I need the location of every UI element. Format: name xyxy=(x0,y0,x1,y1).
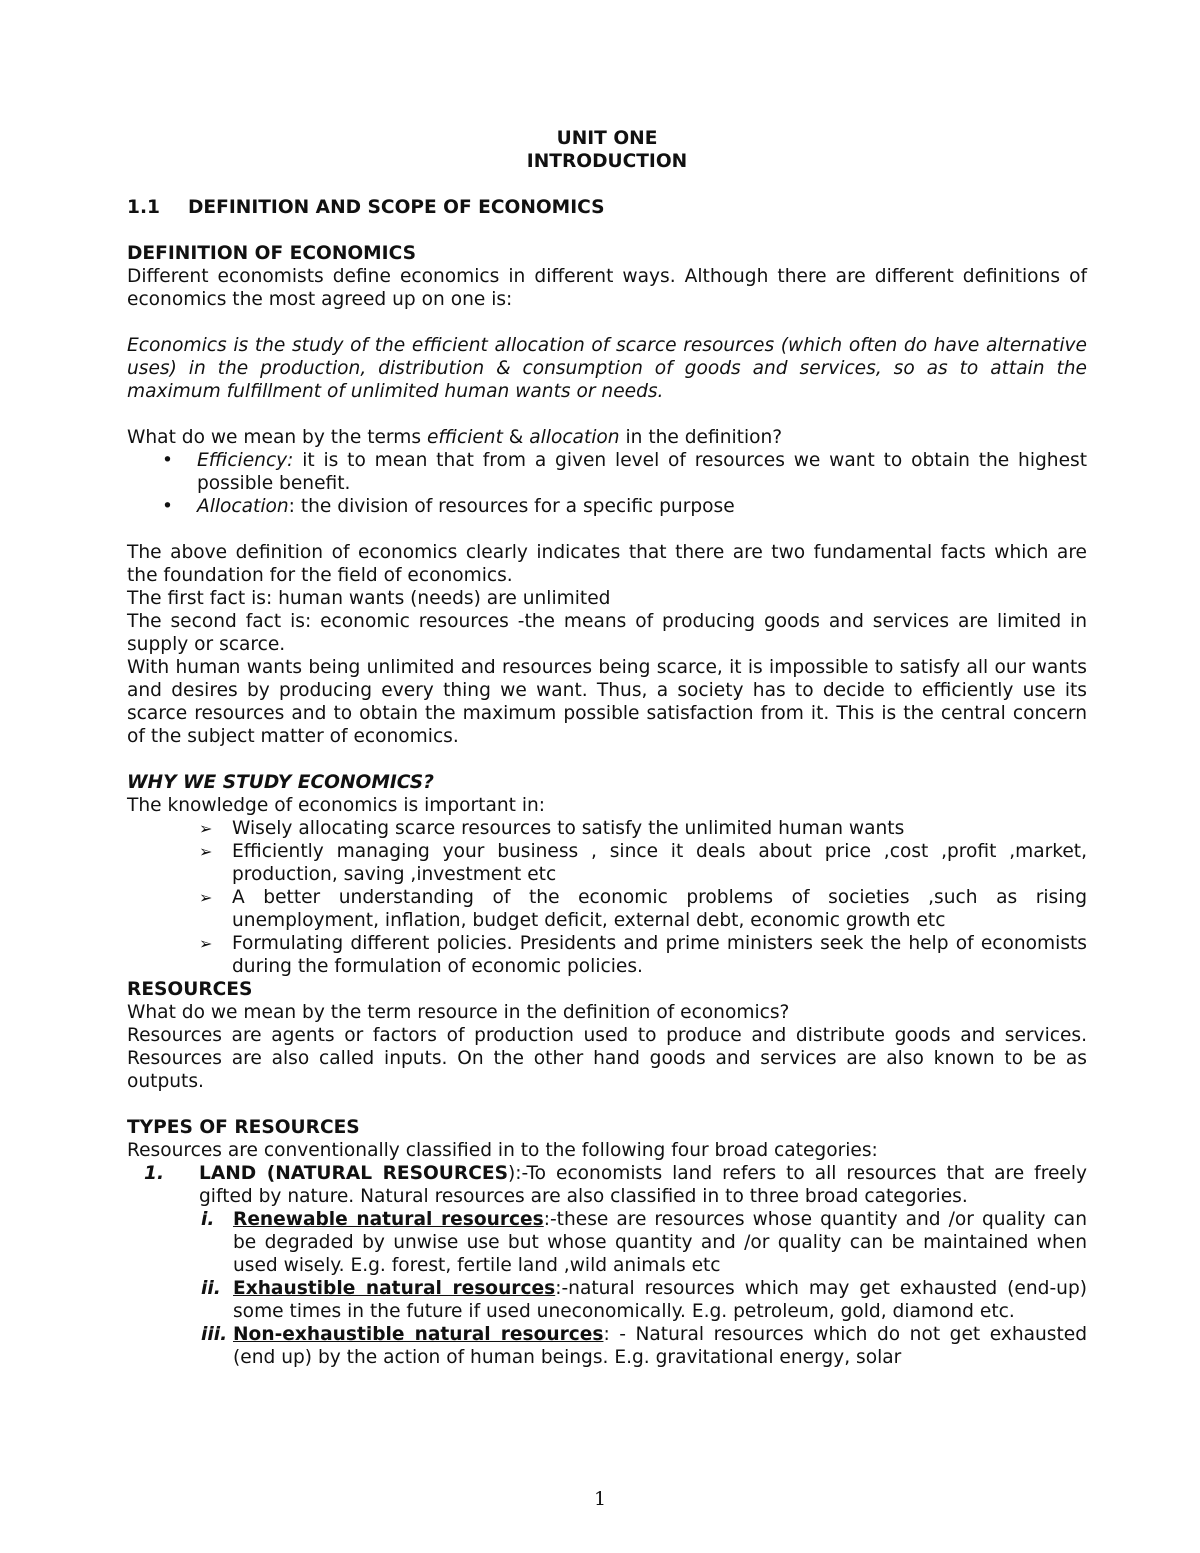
page-title: INTRODUCTION xyxy=(526,151,688,172)
scarcity-paragraph: With human wants being unlimited and resources being scarce, it is impossible to satisfy all our wants and desires by producing every thing we want. Thus, a society has to decide to efficiently use its scarce resources and to obtain the maximum possible satisfaction from it. This is the central concern of the subject matter of economics. xyxy=(127,657,1087,747)
land-title: LAND (NATURAL RESOURCES xyxy=(199,1163,508,1184)
section-number: 1.1 xyxy=(127,197,160,218)
section-heading xyxy=(127,196,1087,219)
definition-quote: Economics is the study of the efficient allocation of scarce resources (which often do have alternative uses) in the production, distribution & consumption of goods and services, so as to attain the maximum fulfillment of unlimited human wants or needs. xyxy=(127,335,1087,402)
list-item: • Efficiency: it is to mean that from a given level of resources we want to obtain the highest possible benefit. xyxy=(162,450,1087,494)
types-intro: Resources are conventionally classified in to the following four broad categories: xyxy=(127,1140,878,1161)
list-item: ➢ A better understanding of the economic problems of societies ,such as rising unemployment, inflation, budget deficit, external debt, economic growth etc xyxy=(199,887,1087,931)
definition-paragraph: The above definition of economics clearly indicates that there are two fundamental facts which are the foundation for the field of economics. xyxy=(127,542,1087,586)
section-title: DEFINITION AND SCOPE OF ECONOMICS xyxy=(188,197,605,218)
list-item: 1. LAND (NATURAL RESOURCES):-To economists land refers to all resources that are freely gifted by nature. Natural resources are also classified in to three broad categories. xyxy=(144,1163,1087,1207)
second-fact: The second fact is: economic resources -the means of producing goods and services are limited in supply or scarce. xyxy=(127,611,1087,655)
subcategory-title: Exhaustible natural resources xyxy=(233,1278,556,1299)
list-number: ii. xyxy=(201,1278,221,1299)
resources-heading: RESOURCES xyxy=(127,979,253,1000)
list-number: iii. xyxy=(201,1324,228,1345)
subcategory-title: Non-exhaustible natural resources xyxy=(233,1324,604,1345)
why-heading: WHY WE STUDY ECONOMICS? xyxy=(127,772,434,793)
arrow-bullet-icon: ➢ xyxy=(199,888,213,907)
page-number: 1 xyxy=(593,1488,607,1510)
list-number: 1. xyxy=(144,1163,165,1184)
resources-definition: Resources are agents or factors of production used to produce and distribute goods and services. Resources are also called inputs. On the other hand goods and services are also known to be as outputs. xyxy=(127,1025,1087,1092)
list-number: i. xyxy=(201,1209,215,1230)
bullet-icon: • xyxy=(162,496,173,517)
definition-question: What do we mean by the terms efficient & allocation in the definition? xyxy=(127,427,783,448)
list-item: ii. Exhaustible natural resources:-natural resources which may get exhausted (end-up) some times in the future if used uneconomically. E.g. petroleum, gold, diamond etc. xyxy=(201,1278,1088,1322)
subcategory-title: Renewable natural resources xyxy=(233,1209,544,1230)
bullet-icon: • xyxy=(162,450,173,471)
list-item: • Allocation: the division of resources for a specific purpose xyxy=(162,496,735,517)
page-content xyxy=(127,127,1087,1369)
list-item: ➢ Efficiently managing your business , since it deals about price ,cost ,profit ,market, production, saving ,investment etc xyxy=(199,841,1087,885)
resources-question: What do we mean by the term resource in the definition of economics? xyxy=(127,1002,790,1023)
unit-heading: UNIT ONE xyxy=(556,128,658,149)
types-heading: TYPES OF RESOURCES xyxy=(127,1117,360,1138)
why-intro: The knowledge of economics is important in: xyxy=(127,795,546,816)
list-item: i. Renewable natural resources:-these are resources whose quantity and /or quality can be degraded by unwise use but whose quantity and /or quality can be maintained when used wisely. E.g. forest, fertile land ,wild animals etc xyxy=(201,1209,1087,1276)
definition-intro: Different economists define economics in different ways. Although there are different definitions of economics the most agreed up on one is: xyxy=(127,266,1087,310)
term-efficient: efficient xyxy=(426,427,503,448)
arrow-bullet-icon: ➢ xyxy=(199,842,213,861)
list-item: iii. Non-exhaustible natural resources: - Natural resources which do not get exhausted (end up) by the action of human beings. E.g. gravitational energy, solar xyxy=(201,1324,1088,1368)
arrow-bullet-icon: ➢ xyxy=(199,934,213,953)
term-allocation: allocation xyxy=(529,427,620,448)
definition-heading: DEFINITION OF ECONOMICS xyxy=(127,243,416,264)
list-item: ➢ Formulating different policies. Presidents and prime ministers seek the help of economists during the formulation of economic policies. xyxy=(199,933,1087,977)
list-item: ➢ Wisely allocating scarce resources to satisfy the unlimited human wants xyxy=(199,818,905,839)
first-fact: The first fact is: human wants (needs) are unlimited xyxy=(127,588,611,609)
arrow-bullet-icon: ➢ xyxy=(199,819,213,838)
